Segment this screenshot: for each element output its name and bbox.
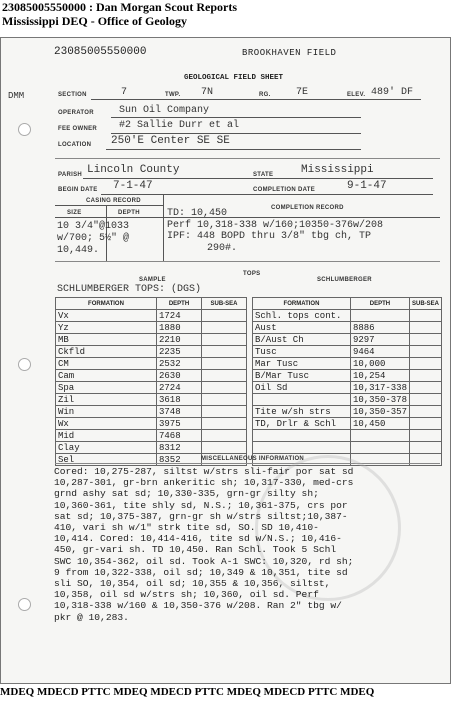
formation-cell: Schl. tops cont. (253, 310, 351, 322)
location-label: LOCATION (58, 142, 92, 148)
table-row (56, 430, 247, 442)
tops-label: TOPS (243, 271, 261, 277)
misc-line: 10,287-301, gr-brn ankeritic sh; 10,317-330, med-crs (54, 477, 354, 489)
formation-cell (253, 442, 351, 454)
depth-cell: 10,350-357 (350, 406, 409, 418)
casing-line: 10 3/4"@1033 (57, 221, 130, 232)
formation-cell: Zil (56, 394, 157, 406)
state-label: STATE (253, 172, 274, 178)
misc-line: 9 from 10,322-338, oil sd; 10,349 & 10,351, tite sd (54, 566, 348, 578)
table-row (253, 406, 442, 418)
formation-cell: Wx (56, 418, 157, 430)
subsea-cell (409, 394, 441, 406)
misc-line: 10,358, oil sd w/strs sh; 10,360, oil sd. Perf (54, 589, 319, 601)
depth-cell: 10,350-378 (350, 394, 409, 406)
formation-cell: Win (56, 406, 157, 418)
formation-cell: Mar Tusc (253, 358, 351, 370)
completion-line: IPF: 448 BOPD thru 3/8" tbg ch, TP (167, 231, 372, 243)
table-row (253, 382, 442, 394)
subsea-cell (202, 406, 247, 418)
subsea-cell (202, 310, 247, 322)
punch-hole (18, 123, 31, 136)
depth-cell: 10,450 (350, 418, 409, 430)
sample-tops-table (55, 297, 247, 466)
completion-line: TD: 10,450 (167, 208, 228, 219)
formation-cell: Spa (56, 382, 157, 394)
depth-cell (350, 442, 409, 454)
table-row (56, 334, 247, 346)
depth-cell: 2724 (157, 382, 202, 394)
completion-list (167, 208, 383, 255)
subsea-cell (202, 370, 247, 382)
section-value: 7 (121, 87, 128, 98)
subsea-cell (409, 346, 441, 358)
casing-list (57, 221, 129, 257)
initials: DMM (8, 91, 25, 101)
subsea-cell (409, 382, 441, 394)
completion-date-value: 9-1-47 (347, 180, 387, 192)
tops-heading: SCHLUMBERGER TOPS: (DGS) (57, 284, 202, 295)
depth-cell: 8886 (350, 322, 409, 334)
col-subsea: SUB-SEA (202, 298, 247, 310)
formation-cell: Tusc (253, 346, 351, 358)
field-name: BROOKHAVEN FIELD (242, 48, 337, 58)
subsea-cell (202, 442, 247, 454)
formation-cell: Cam (56, 370, 157, 382)
formation-cell: Sel (56, 454, 157, 466)
table-row (253, 334, 442, 346)
subsea-cell (202, 322, 247, 334)
misc-line: Cored: 10,275-287, siltst w/strs sli-fair por sat sd (54, 466, 354, 477)
depth-cell: 10,000 (350, 358, 409, 370)
depth-cell: 9464 (350, 346, 409, 358)
begin-date-label: BEGIN DATE (58, 187, 98, 193)
table-row (56, 358, 247, 370)
location-value: 250'E Center SE SE (111, 135, 230, 147)
formation-cell (253, 394, 351, 406)
depth-cell: 3748 (157, 406, 202, 418)
section-label: SECTION (58, 92, 87, 98)
depth-cell: 2235 (157, 346, 202, 358)
completion-record-label: COMPLETION RECORD (271, 205, 344, 211)
depth-cell: 3618 (157, 394, 202, 406)
formation-cell: Vx (56, 310, 157, 322)
casing-record-label: CASING RECORD (86, 198, 141, 204)
formation-cell: Yz (56, 322, 157, 334)
parish-value: Lincoln County (87, 164, 180, 176)
depth-cell: 10,317-338 (350, 382, 409, 394)
completion-date-label: COMPLETION DATE (253, 187, 316, 193)
misc-info-label: MISCELLANEOUS INFORMATION (201, 456, 305, 462)
depth-cell: 8312 (157, 442, 202, 454)
subsea-cell (409, 370, 441, 382)
formation-cell: MB (56, 334, 157, 346)
col-depth: DEPTH (157, 298, 202, 310)
schlumberger-label: SCHLUMBERGER (317, 277, 372, 283)
table-row (253, 310, 442, 322)
subsea-cell (409, 418, 441, 430)
col-formation: FORMATION (253, 298, 351, 310)
table-row (253, 394, 442, 406)
depth-cell: 2210 (157, 334, 202, 346)
subsea-cell (202, 334, 247, 346)
schl-tops-table (252, 297, 442, 466)
formation-cell: Ckfld (56, 346, 157, 358)
table-row (56, 346, 247, 358)
misc-line: 450, gr-vari sh. TD 10,450. Ran Schl. Took 5 Schl (54, 544, 337, 556)
formation-cell: CM (56, 358, 157, 370)
misc-line: grnd ashy sat sd; 10,330-335, grn-gr silty sh; (54, 488, 319, 500)
subsea-cell (202, 394, 247, 406)
table-row (56, 382, 247, 394)
state-value: Mississippi (301, 164, 374, 176)
col-subsea: SUB-SEA (409, 298, 441, 310)
depth-cell: 8352 (157, 454, 202, 466)
table-row (253, 430, 442, 442)
begin-date-value: 7-1-47 (113, 180, 153, 192)
formation-cell: Mid (56, 430, 157, 442)
fee-owner-label: FEE OWNER (58, 126, 98, 132)
completion-line: Perf 10,318-338 w/160;10350-376w/208 (167, 219, 384, 231)
subsea-cell (202, 346, 247, 358)
table-row (56, 370, 247, 382)
report-subtitle: Mississippi DEQ - Office of Geology (2, 14, 187, 28)
misc-line: pkr @ 10,283. (54, 611, 129, 623)
misc-line: 10,360-361, tite shly sd, N.S.; 10,361-375, crs por (54, 499, 348, 511)
depth-cell: 7468 (157, 430, 202, 442)
sample-label: SAMPLE (139, 277, 166, 283)
footer-banner: MDEQ MDECD PTTC MDEQ MDECD PTTC MDEQ MDECD PTTC MDEQ (0, 686, 375, 698)
misc-line: SWC 10,354-362, oil sd. Took A-1 SWC: 10,320, rd sh; (54, 555, 354, 567)
completion-line: 290#. (207, 243, 238, 255)
rg-label: RG. (259, 92, 271, 98)
table-row (56, 322, 247, 334)
punch-hole (18, 598, 31, 611)
sheet-title: GEOLOGICAL FIELD SHEET (184, 74, 284, 82)
formation-cell: TD, Drlr & Schl (253, 418, 351, 430)
misc-line: sli SO, 10,354, oil sd; 10,355 & 10,356, siltst, (54, 578, 331, 590)
col-formation: FORMATION (56, 298, 157, 310)
table-row (56, 394, 247, 406)
subsea-cell (202, 358, 247, 370)
formation-cell: Clay (56, 442, 157, 454)
misc-information (54, 466, 353, 623)
punch-hole (18, 358, 31, 371)
subsea-cell (409, 442, 441, 454)
subsea-cell (409, 358, 441, 370)
table-row (56, 406, 247, 418)
depth-cell: 2532 (157, 358, 202, 370)
elev-label: ELEV. (347, 92, 366, 98)
formation-cell: B/Aust Ch (253, 334, 351, 346)
misc-line: 410, vari sh w/1" strk tite sd, SO. SD 10,410- (54, 522, 319, 534)
operator-label: OPERATOR (58, 110, 94, 116)
subsea-cell (409, 310, 441, 322)
depth-cell: 1880 (157, 322, 202, 334)
api-number: 23085005550000 (54, 46, 147, 58)
table-row (56, 442, 247, 454)
depth-label: DEPTH (118, 210, 140, 216)
twp-value: 7N (201, 87, 214, 98)
casing-line: 10,449. (57, 245, 100, 256)
subsea-cell (409, 334, 441, 346)
table-row (253, 418, 442, 430)
misc-line: sat sd; 10,375-387, grn-gr sh w/strs siltst;10,387- (54, 510, 348, 522)
depth-cell (350, 310, 409, 322)
table-row (253, 346, 442, 358)
rg-value: 7E (296, 87, 309, 98)
formation-cell (253, 430, 351, 442)
table-row (253, 358, 442, 370)
formation-cell: B/Mar Tusc (253, 370, 351, 382)
formation-cell: Aust (253, 322, 351, 334)
subsea-cell (409, 406, 441, 418)
casing-line: w/700; 5½" @ (57, 233, 130, 244)
depth-cell: 3975 (157, 418, 202, 430)
elev-value: 489' DF (371, 87, 414, 98)
fee-owner-value: #2 Sallie Durr et al (119, 120, 240, 131)
formation-cell: Tite w/sh strs (253, 406, 351, 418)
depth-cell: 2630 (157, 370, 202, 382)
depth-cell (350, 430, 409, 442)
depth-cell: 10,254 (350, 370, 409, 382)
subsea-cell (409, 322, 441, 334)
table-row (56, 310, 247, 322)
table-row (56, 418, 247, 430)
report-title: 23085005550000 : Dan Morgan Scout Reports (2, 0, 237, 14)
formation-cell: Oil Sd (253, 382, 351, 394)
parish-label: PARISH (58, 172, 83, 178)
depth-cell: 9297 (350, 334, 409, 346)
misc-line: 10,318-338 w/160 & 10,350-376 w/208. Ran 2" tbg w/ (54, 600, 342, 612)
table-row (253, 322, 442, 334)
misc-line: 10,414. Cored: 10,414-416, tite sd w/N.S.; 10,416- (54, 533, 342, 545)
operator-value: Sun Oil Company (119, 105, 210, 116)
twp-label: TWP. (165, 92, 181, 98)
depth-cell: 1724 (157, 310, 202, 322)
table-row (253, 370, 442, 382)
subsea-cell (409, 430, 441, 442)
subsea-cell (202, 382, 247, 394)
subsea-cell (202, 418, 247, 430)
subsea-cell (202, 430, 247, 442)
table-row (253, 442, 442, 454)
col-depth: DEPTH (350, 298, 409, 310)
size-label: SIZE (67, 210, 82, 216)
